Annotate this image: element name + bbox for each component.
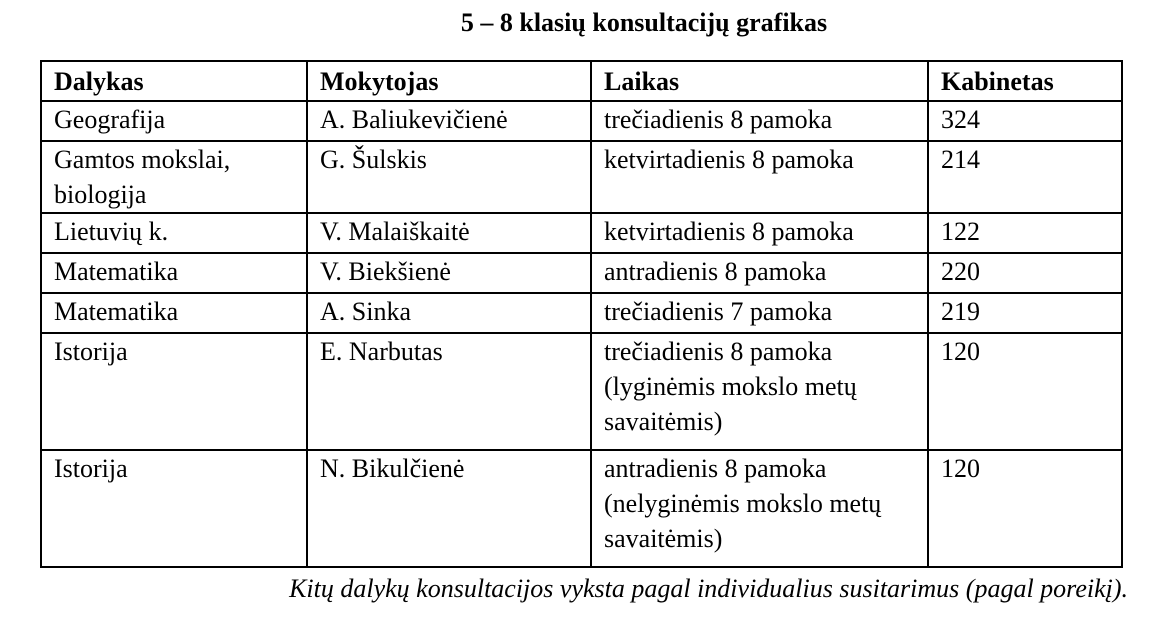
header-teacher: Mokytojas [307,61,591,101]
room-cell: 120 [928,333,1122,450]
teacher-cell: V. Malaiškaitė [307,213,591,253]
table-row [41,213,1122,253]
consultation-schedule-table [40,60,1123,568]
teacher-cell: N. Bikulčienė [307,450,591,567]
header-subject: Dalykas [41,61,307,101]
time-cell: trečiadienis 7 pamoka [591,293,928,333]
header-time: Laikas [591,61,928,101]
subject-cell: Matematika [41,293,307,333]
teacher-cell: G. Šulskis [307,141,591,213]
room-cell: 214 [928,141,1122,213]
time-cell: ketvirtadienis 8 pamoka [591,213,928,253]
teacher-cell: E. Narbutas [307,333,591,450]
table-row [41,141,1122,213]
time-cell: antradienis 8 pamoka (nelyginėmis mokslo metų savaitėmis) [591,450,928,567]
subject-cell: Lietuvių k. [41,213,307,253]
room-cell: 324 [928,101,1122,141]
teacher-cell: A. Baliukevičienė [307,101,591,141]
header-room: Kabinetas [928,61,1122,101]
teacher-cell: V. Biekšienė [307,253,591,293]
room-cell: 220 [928,253,1122,293]
page-title: 5 – 8 klasių konsultacijų grafikas [460,8,828,37]
room-cell: 219 [928,293,1122,333]
table-row [41,450,1122,567]
table-row [41,333,1122,450]
room-cell: 122 [928,213,1122,253]
table-row [41,101,1122,141]
subject-cell: Gamtos mokslai, biologija [41,141,307,213]
time-cell: ketvirtadienis 8 pamoka [591,141,928,213]
time-cell: trečiadienis 8 pamoka (lyginėmis mokslo metų savaitėmis) [591,333,928,450]
room-cell: 120 [928,450,1122,567]
table-row [41,293,1122,333]
subject-cell: Istorija [41,450,307,567]
footnote: Kitų dalykų konsultacijos vyksta pagal individualius susitarimus (pagal poreikį). [289,574,1128,603]
subject-cell: Istorija [41,333,307,450]
subject-cell: Matematika [41,253,307,293]
table-row [41,253,1122,293]
teacher-cell: A. Sinka [307,293,591,333]
subject-cell: Geografija [41,101,307,141]
table-header-row [41,61,1122,101]
time-cell: trečiadienis 8 pamoka [591,101,928,141]
time-cell: antradienis 8 pamoka [591,253,928,293]
